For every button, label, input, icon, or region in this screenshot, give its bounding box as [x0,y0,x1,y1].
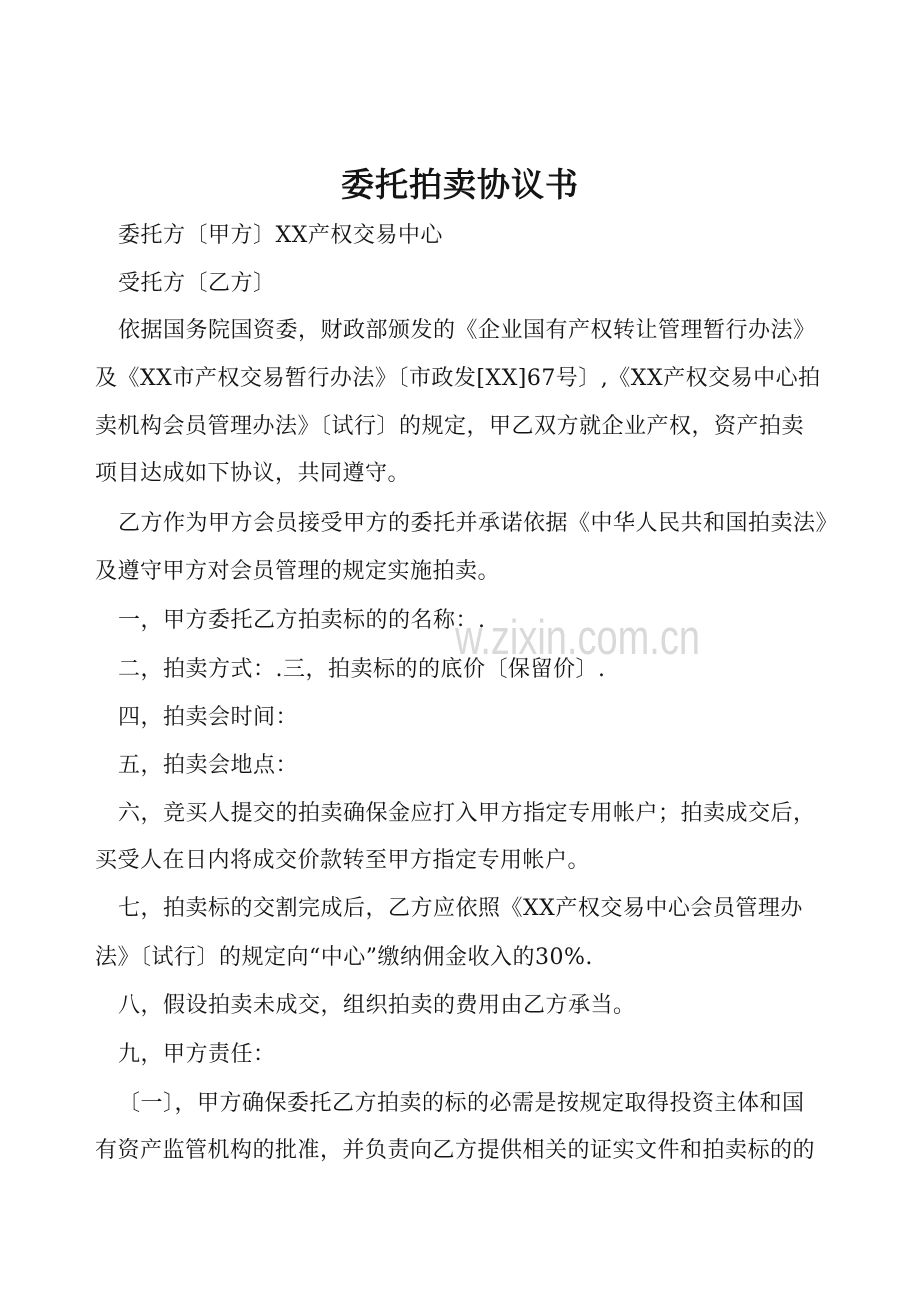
clause-2-3: 二，拍卖方式：.三，拍卖标的的底价〔保留价〕. [118,657,606,682]
paragraph-line: 及《XX市产权交易暂行办法》〔市政发[XX]67号〕,《XX产权交易中心拍 [95,366,821,391]
clause-9-heading: 九，甲方责任： [118,1042,276,1067]
clause-4: 四，拍卖会时间： [118,705,299,730]
paragraph-line: 依据国务院国资委，财政部颁发的《企业国有产权转让管理暂行办法》 [118,318,816,343]
clause-9-item-1: 〔一〕，甲方确保委托乙方拍卖的标的必需是按规定取得投资主体和国 [118,1091,805,1116]
clause-5: 五，拍卖会地点： [118,753,299,778]
paragraph-line: 乙方作为甲方会员接受甲方的委托并承诺依据《中华人民共和国拍卖法》 [118,511,839,536]
party-b-line: 受托方〔乙方〕 [118,271,276,296]
clause-6: 六，竞买人提交的拍卖确保金应打入甲方指定专用帐户；拍卖成交后， [118,801,816,826]
paragraph-line: 卖机构会员管理办法》〔试行〕的规定，甲乙双方就企业产权，资产拍卖 [95,414,805,439]
clause-7: 七，拍卖标的交割完成后，乙方应依照《XX产权交易中心会员管理办 [118,896,803,921]
clause-9-item-1-cont: 有资产监管机构的批准，并负责向乙方提供相关的证实文件和拍卖标的的 [95,1138,816,1163]
clause-1: 一，甲方委托乙方拍卖标的的名称：. [118,608,486,633]
paragraph-line: 项目达成如下协议，共同遵守。 [95,461,411,486]
clause-7-cont: 法》〔试行〕的规定向“中心”缴纳佣金收入的30%. [95,945,593,970]
paragraph-line: 及遵守甲方对会员管理的规定实施拍卖。 [95,559,501,584]
watermark: w.zixin.com.cn [455,611,700,666]
clause-8: 八，假设拍卖未成交，组织拍卖的费用由乙方承当。 [118,993,636,1018]
document-title: 委托拍卖协议书 [341,165,579,204]
party-a-line: 委托方〔甲方〕XX产权交易中心 [118,223,443,248]
clause-6-cont: 买受人在日内将成交价款转至甲方指定专用帐户。 [95,848,591,873]
